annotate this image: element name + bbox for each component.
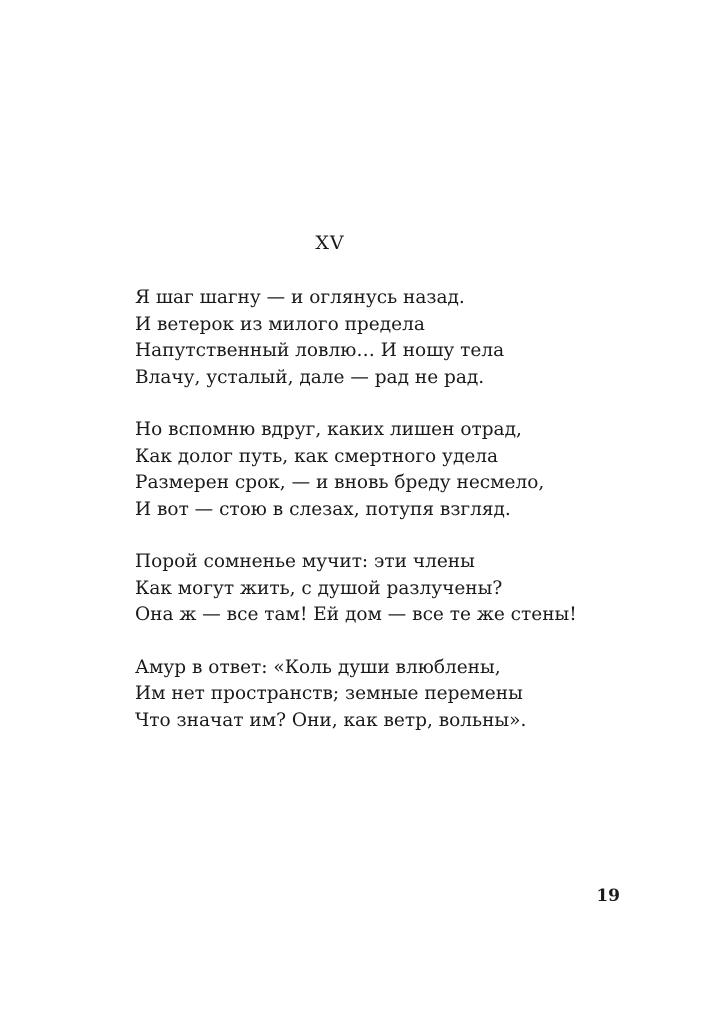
poem-line: Напутственный ловлю… И ношу тела: [135, 340, 505, 361]
stanza-2: [135, 417, 615, 523]
poem-line: Что значат им? Они, как ветр, вольны».: [135, 709, 527, 731]
stanza-3: [135, 549, 615, 629]
poem-line: Влачу, усталый, дале — рад не рад.: [135, 366, 485, 388]
poem-body: [135, 285, 615, 760]
page-number: 19: [596, 886, 620, 906]
stanza-1: [135, 285, 615, 391]
poem-line: Но вспомню вдруг, каких лишен отрад,: [135, 419, 522, 440]
poem-line: Им нет пространств; земные перемены: [135, 683, 523, 704]
poem-line: Она ж — все там! Ей дом — все те же стены!: [135, 604, 577, 625]
poem-line: Как могут жить, с душой разлучены?: [135, 577, 503, 599]
stanza-4: [135, 655, 615, 735]
poem-line: И ветерок из милого предела: [135, 313, 425, 335]
poem-number: XV: [315, 232, 345, 254]
poem-line: Порой сомненье мучит: эти члены: [135, 551, 475, 572]
poem-line: И вот — стою в слезах, потупя взгляд.: [135, 498, 511, 520]
poem-line: Как долог путь, как смертного удела: [135, 445, 499, 467]
poem-line: Я шаг шагну — и оглянусь назад.: [135, 287, 465, 308]
poem-line: Размерен срок, — и вновь бреду несмело,: [135, 472, 545, 493]
poem-line: Амур в ответ: «Коль души влюблены,: [135, 656, 501, 678]
